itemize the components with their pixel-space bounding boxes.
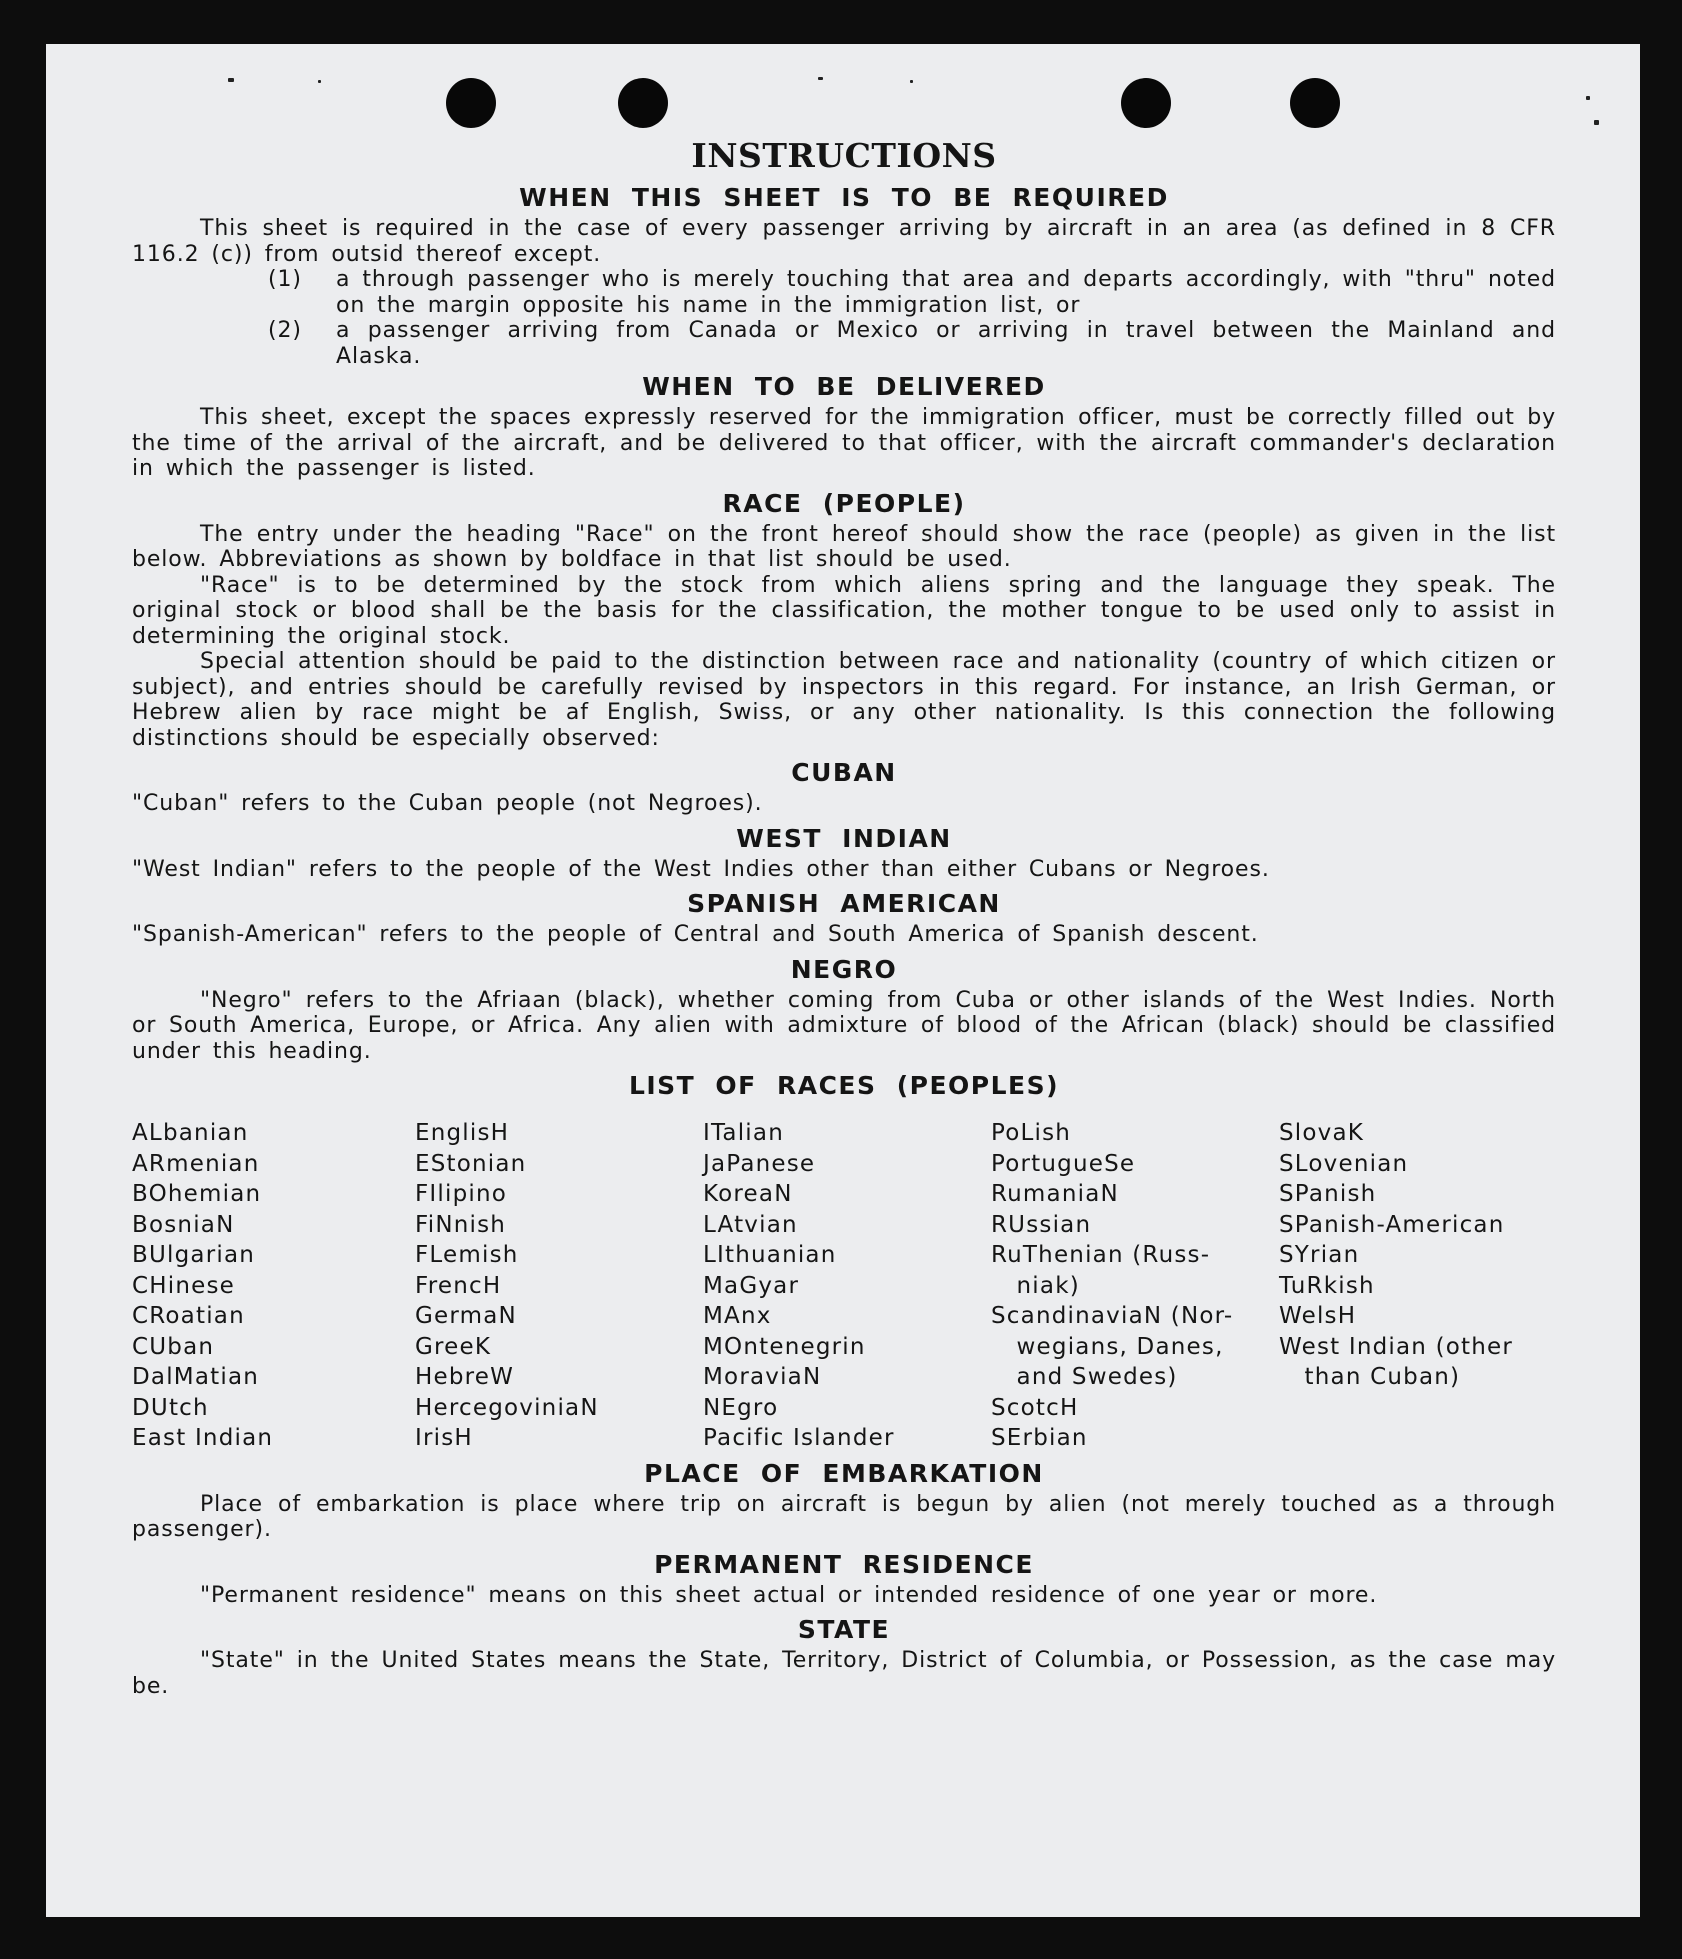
race-item: PoLish: [991, 1120, 1072, 1146]
race-item: Pacific Islander: [703, 1425, 895, 1451]
race-item: GreeK: [415, 1333, 492, 1360]
spanish-american-text: "Spanish-American" refers to the people of Central and South America of Spanish descent.: [132, 922, 1259, 947]
race-item: ScandinaviaN (Nor-: [991, 1303, 1234, 1329]
races-column: [703, 1118, 991, 1454]
punch-hole: [446, 78, 496, 128]
exception-item: [268, 267, 1556, 318]
section-heading-when-delivered: WHEN TO BE DELIVERED: [642, 372, 1046, 401]
race-item: EnglisH: [415, 1120, 510, 1146]
state-text: "State" in the United States means the State, Territory, District of Columbia, or Possession, as the case may be.: [132, 1648, 1556, 1699]
when-required-intro: This sheet is required in the case of every passenger arriving by aircraft in an area (as defined in 8 CFR 116.2 (c)) from outsid thereof except.: [132, 216, 1556, 267]
race-item: BOhemian: [132, 1181, 262, 1207]
exception-number: (2): [268, 318, 302, 343]
race-item: MOntenegrin: [703, 1333, 866, 1360]
exception-text: a through passenger who is merely touching that area and departs accordingly, with "thru" noted on the margin opposite his name in the immigration list, or: [336, 267, 1556, 318]
speck: [1594, 120, 1599, 125]
race-item: BUlgarian: [132, 1242, 256, 1268]
race-item: FrencH: [415, 1272, 502, 1299]
race-item: DalMatian: [132, 1364, 260, 1390]
race-item: niak): [991, 1272, 1080, 1299]
race-paragraph-3: Special attention should be paid to the distinction between race and nationality (country of which citizen or subject), and entries should be carefully revised by inspectors in this regard. For instance, an Irish German, or Hebrew alien by race might be af English, Swiss, or any other nationality. Is this connection the following distinctions should be especially observed:: [132, 649, 1556, 751]
page-title: INSTRUCTIONS: [691, 136, 997, 175]
section-heading-negro: NEGRO: [790, 954, 898, 984]
race-paragraph-1: The entry under the heading "Race" on the front hereof should show the race (people) as given in the list below. Abbreviations as shown by boldface in that list should be used.: [132, 521, 1556, 572]
race-item: SYrian: [1279, 1242, 1360, 1268]
section-heading-cuban: CUBAN: [791, 758, 897, 787]
residence-text: "Permanent residence" means on this sheet actual or intended residence of one year or more.: [200, 1582, 1378, 1608]
race-item: CHinese: [132, 1272, 236, 1299]
race-item: FLemish: [415, 1242, 519, 1268]
race-item: JaPanese: [703, 1150, 816, 1177]
race-item: RUssian: [991, 1211, 1092, 1238]
race-item: NEgro: [703, 1394, 779, 1421]
section-heading-race: RACE (PEOPLE): [722, 488, 966, 518]
exception-number: (1): [268, 267, 302, 292]
instructions-body: [132, 136, 1556, 1699]
cuban-text: "Cuban" refers to the Cuban people (not Negroes).: [132, 791, 763, 816]
race-item: ITalian: [703, 1120, 784, 1146]
race-item: CRoatian: [132, 1303, 245, 1329]
races-column: [415, 1118, 703, 1454]
race-item: MAnx: [703, 1303, 772, 1329]
race-item: RumaniaN: [991, 1181, 1119, 1207]
race-item: MoraviaN: [703, 1364, 822, 1390]
race-item: BosniaN: [132, 1211, 235, 1238]
race-item: SErbian: [991, 1425, 1088, 1451]
punch-hole: [618, 78, 668, 128]
section-heading-list-of-races: LIST OF RACES (PEOPLES): [628, 1071, 1060, 1100]
document-sheet: [46, 44, 1640, 1917]
races-column: [1279, 1118, 1567, 1454]
race-item: SlovaK: [1279, 1120, 1365, 1146]
section-heading-when-required: WHEN THIS SHEET IS TO BE REQUIRED: [519, 183, 1169, 212]
race-item: SLovenian: [1279, 1150, 1409, 1177]
negro-text: "Negro" refers to the Afriaan (black), whether coming from Cuba or other islands of the West Indies. North or South America, Europe, or Africa. Any alien with admixture of blood of the African (black) should be classified under this heading.: [132, 987, 1556, 1064]
section-heading-state: STATE: [797, 1615, 891, 1644]
punch-hole: [1290, 78, 1340, 128]
race-item: West Indian (other: [1279, 1333, 1514, 1360]
race-item: TuRkish: [1279, 1272, 1375, 1299]
race-item: FIlipino: [415, 1181, 508, 1207]
punch-hole: [1121, 78, 1171, 128]
section-heading-west-indian: WEST INDIAN: [736, 823, 952, 853]
section-heading-spanish-american: SPANISH AMERICAN: [687, 889, 1001, 918]
race-item: SPanish-American: [1279, 1211, 1505, 1238]
speck: [228, 78, 234, 82]
exception-text: a passenger arriving from Canada or Mexico or arriving in travel between the Mainland and Alaska.: [336, 318, 1556, 369]
race-item: and Swedes): [991, 1364, 1178, 1390]
race-item: KoreaN: [703, 1181, 793, 1207]
race-item: PortugueSe: [991, 1150, 1136, 1177]
race-item: RuThenian (Russ-: [991, 1242, 1211, 1268]
race-item: IrisH: [415, 1425, 473, 1451]
race-item: ARmenian: [132, 1150, 260, 1177]
speck: [318, 80, 321, 83]
race-item: LIthuanian: [703, 1242, 837, 1268]
race-item: than Cuban): [1279, 1364, 1461, 1390]
exception-item: [268, 318, 1556, 369]
when-delivered-text: This sheet, except the spaces expressly reserved for the immigration officer, must be correctly filled out by the time of the arrival of the aircraft, and be delivered to that officer, with the aircraft commander's declaration in which the passenger is listed.: [132, 405, 1556, 481]
race-item: GermaN: [415, 1303, 517, 1329]
race-item: ScotcH: [991, 1394, 1079, 1421]
race-item: MaGyar: [703, 1272, 800, 1299]
speck: [910, 80, 913, 83]
races-column: [132, 1118, 415, 1454]
race-item: FiNnish: [415, 1211, 507, 1238]
section-heading-residence: PERMANENT RESIDENCE: [654, 1549, 1034, 1579]
races-list: [132, 1118, 1556, 1454]
race-item: HebreW: [415, 1364, 515, 1390]
race-paragraph-2: "Race" is to be determined by the stock from which aliens spring and the language they speak. The original stock or blood shall be the basis for the classification, the mother tongue to be used only to assist in determining the original stock.: [132, 572, 1556, 649]
race-item: ALbanian: [132, 1120, 249, 1146]
embarkation-text: Place of embarkation is place where trip on aircraft is begun by alien (not merely touched as a through passenger).: [132, 1491, 1556, 1542]
race-item: wegians, Danes,: [991, 1333, 1224, 1360]
speck: [1586, 96, 1590, 100]
race-item: SPanish: [1279, 1181, 1377, 1207]
section-heading-embarkation: PLACE OF EMBARKATION: [644, 1458, 1044, 1488]
race-item: WelsH: [1279, 1303, 1357, 1329]
race-item: DUtch: [132, 1394, 209, 1421]
race-item: HercegoviniaN: [415, 1394, 599, 1421]
race-item: EStonian: [415, 1150, 527, 1177]
west-indian-text: "West Indian" refers to the people of the West Indies other than either Cubans or Negroes.: [132, 856, 1270, 882]
race-item: LAtvian: [703, 1211, 798, 1238]
race-item: East Indian: [132, 1425, 274, 1451]
races-column: [991, 1118, 1279, 1454]
speck: [818, 77, 823, 80]
race-item: CUban: [132, 1333, 215, 1360]
